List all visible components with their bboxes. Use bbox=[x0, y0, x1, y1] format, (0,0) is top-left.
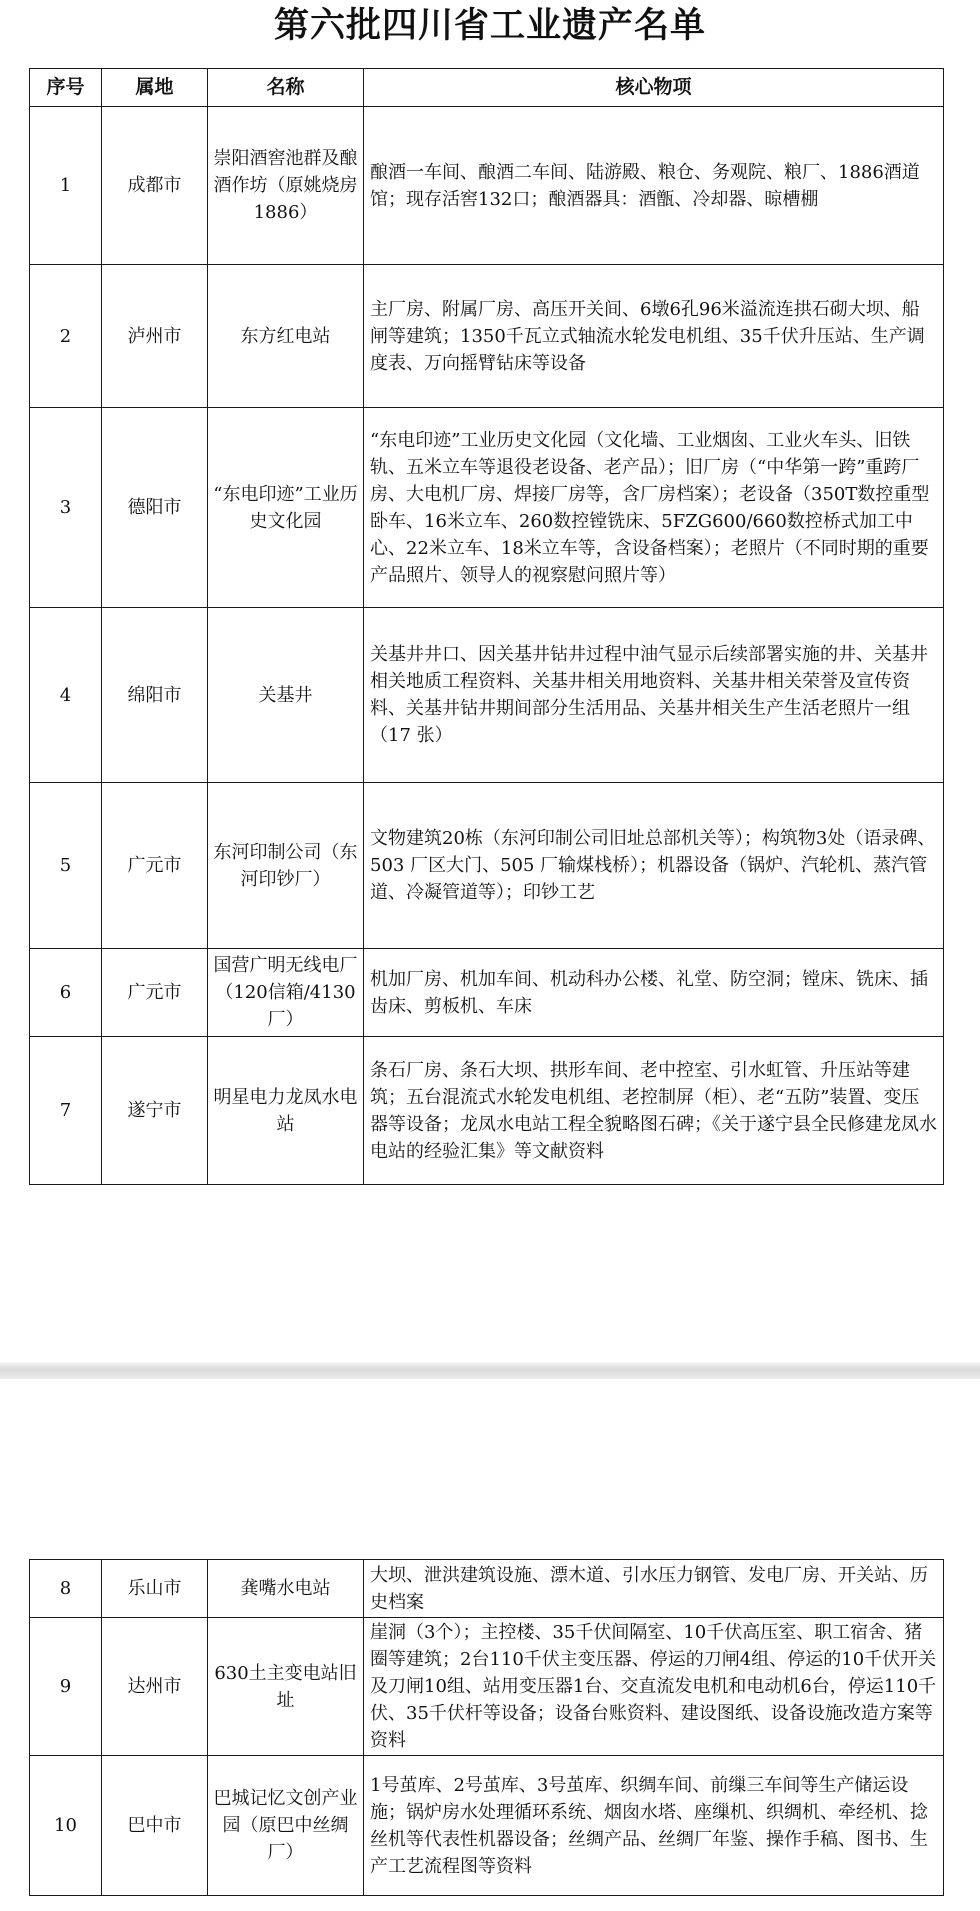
row-no: 2 bbox=[30, 265, 102, 408]
document-page-2 bbox=[0, 1379, 980, 1911]
row-items: 机加厂房、机加车间、机动科办公楼、礼堂、防空洞；镗床、铣床、插齿床、剪板机、车床 bbox=[364, 949, 944, 1037]
row-no: 8 bbox=[30, 1560, 102, 1618]
row-no: 5 bbox=[30, 783, 102, 949]
page-break bbox=[0, 1362, 980, 1379]
table-row bbox=[30, 1037, 944, 1185]
row-place: 成都市 bbox=[102, 107, 208, 265]
row-name: 国营广明无线电厂（120信箱/4130厂） bbox=[208, 949, 364, 1037]
row-name: 东方红电站 bbox=[208, 265, 364, 408]
row-name: 龚嘴水电站 bbox=[208, 1560, 364, 1618]
table-row bbox=[30, 107, 944, 265]
heritage-table bbox=[29, 68, 944, 1185]
table-row bbox=[30, 608, 944, 783]
row-no: 10 bbox=[30, 1756, 102, 1896]
heritage-table-continued bbox=[29, 1559, 944, 1896]
row-name: 630土主变电站旧址 bbox=[208, 1618, 364, 1756]
row-items: 1号茧库、2号茧库、3号茧库、织绸车间、前缫三车间等生产储运设施；锅炉房水处理循环系统、烟囱水塔、座缫机、织绸机、牵经机、捻丝机等代表性机器设备；丝绸产品、丝绸厂年鉴、操作手稿、图书、生产工艺流程图等资料 bbox=[364, 1756, 944, 1896]
table-row bbox=[30, 1560, 944, 1618]
header-place: 属地 bbox=[102, 69, 208, 107]
row-place: 达州市 bbox=[102, 1618, 208, 1756]
row-no: 4 bbox=[30, 608, 102, 783]
row-items: 条石厂房、条石大坝、拱形车间、老中控室、引水虹管、升压站等建筑；五台混流式水轮发电机组、老控制屏（柜）、老“五防”装置、变压器等设备；龙凤水电站工程全貌略图石碑；《关于遂宁县全民修建龙凤水电站的经验汇集》等文献资料 bbox=[364, 1037, 944, 1185]
row-items: 大坝、泄洪建筑设施、漂木道、引水压力钢管、发电厂房、开关站、历史档案 bbox=[364, 1560, 944, 1618]
row-place: 广元市 bbox=[102, 783, 208, 949]
header-no: 序号 bbox=[30, 69, 102, 107]
document-title: 第六批四川省工业遗产名单 bbox=[273, 5, 706, 46]
row-place: 绵阳市 bbox=[102, 608, 208, 783]
row-no: 3 bbox=[30, 408, 102, 608]
table-row bbox=[30, 1618, 944, 1756]
row-items: 崖洞（3个）；主控楼、35千伏间隔室、10千伏高压室、职工宿舍、猪圈等建筑；2台110千伏主变压器、停运的刀闸4组、停运的10千伏开关及刀闸10组、站用变压器1台、交直流发电机和电动机6台，停运110千伏、35千伏杆等设备；设备台账资料、建设图纸、设备设施改造方案等资料 bbox=[364, 1618, 944, 1756]
row-items: 酿酒一车间、酿酒二车间、陆游殿、粮仓、务观院、粮厂、1886酒道馆；现存活窖132口；酿酒器具：酒甑、冷却器、晾槽棚 bbox=[364, 107, 944, 265]
row-no: 9 bbox=[30, 1618, 102, 1756]
header-items: 核心物项 bbox=[364, 69, 944, 107]
table-row bbox=[30, 408, 944, 608]
row-no: 7 bbox=[30, 1037, 102, 1185]
row-place: 德阳市 bbox=[102, 408, 208, 608]
row-no: 6 bbox=[30, 949, 102, 1037]
table-row bbox=[30, 783, 944, 949]
row-items: 主厂房、附属厂房、高压开关间、6墩6孔96米溢流连拱石砌大坝、船闸等建筑；1350千瓦立式轴流水轮发电机组、35千伏升压站、生产调度表、万向摇臂钻床等设备 bbox=[364, 265, 944, 408]
row-name: “东电印迹”工业历史文化园 bbox=[208, 408, 364, 608]
row-name: 东河印制公司（东河印钞厂） bbox=[208, 783, 364, 949]
table-header-row bbox=[30, 69, 944, 107]
row-items: 关基井井口、因关基井钻井过程中油气显示后续部署实施的井、关基井相关地质工程资料、关基井相关用地资料、关基井相关荣誉及宣传资料、关基井钻井期间部分生活用品、关基井相关生产生活老照片一组（17 张） bbox=[364, 608, 944, 783]
row-place: 乐山市 bbox=[102, 1560, 208, 1618]
header-name: 名称 bbox=[208, 69, 364, 107]
table-row bbox=[30, 949, 944, 1037]
row-place: 巴中市 bbox=[102, 1756, 208, 1896]
row-place: 泸州市 bbox=[102, 265, 208, 408]
row-name: 巴城记忆文创产业园（原巴中丝绸厂） bbox=[208, 1756, 364, 1896]
row-name: 明星电力龙凤水电站 bbox=[208, 1037, 364, 1185]
row-name: 关基井 bbox=[208, 608, 364, 783]
table-row bbox=[30, 265, 944, 408]
row-name: 崇阳酒窖池群及酿酒作坊（原姚烧房1886） bbox=[208, 107, 364, 265]
row-no: 1 bbox=[30, 107, 102, 265]
row-place: 广元市 bbox=[102, 949, 208, 1037]
row-place: 遂宁市 bbox=[102, 1037, 208, 1185]
row-items: “东电印迹”工业历史文化园（文化墙、工业烟囱、工业火车头、旧铁轨、五米立车等退役老设备、老产品）；旧厂房（“中华第一跨”重跨厂房、大电机厂房、焊接厂房等，含厂房档案）；老设备（350T数控重型卧车、16米立车、260数控镗铣床、5FZG600/660数控桥式加工中心、22米立车、18米立车等，含设备档案）；老照片（不同时期的重要产品照片、领导人的视察慰问照片等） bbox=[364, 408, 944, 608]
row-items: 文物建筑20栋（东河印制公司旧址总部机关等）；构筑物3处（语录碑、503 厂区大门、505 厂输煤栈桥）；机器设备（锅炉、汽轮机、蒸汽管道、冷凝管道等）；印钞工艺 bbox=[364, 783, 944, 949]
table-row bbox=[30, 1756, 944, 1896]
